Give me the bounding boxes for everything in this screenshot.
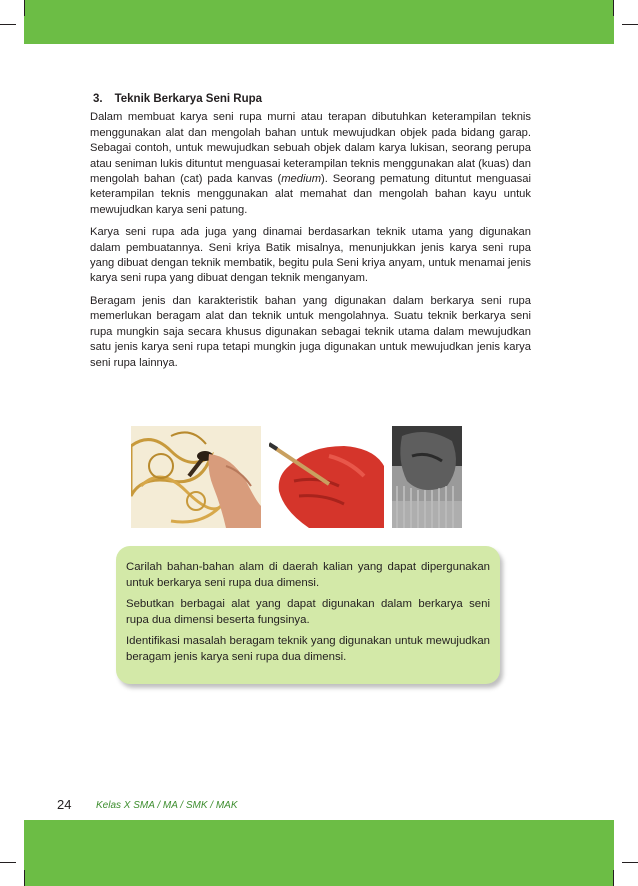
header-band [24, 0, 614, 44]
section-heading [93, 92, 531, 107]
task-1: Carilah bahan-bahan alam di daerah kalian yang dapat dipergunakan untuk berkarya seni rupa dua dimensi. [126, 561, 490, 589]
section-number: 3. [93, 93, 103, 105]
batik-canting-photo [131, 426, 261, 528]
main-content [90, 92, 531, 378]
footer-band [24, 820, 614, 886]
crop-mark [24, 0, 25, 16]
photo-strip [131, 426, 462, 528]
crop-mark [0, 24, 16, 25]
pencil-drawing-hand-photo [269, 426, 384, 528]
paragraph-1-italic: medium [281, 173, 322, 186]
activity-box [116, 546, 500, 684]
task-3: Identifikasi masalah beragam teknik yang digunakan untuk mewujudkan beragam jenis karya seni rupa dua dimensi. [126, 635, 490, 663]
crop-mark [622, 862, 638, 863]
crop-mark [613, 870, 614, 886]
task-2: Sebutkan berbagai alat yang dapat digunakan dalam berkarya seni rupa dua dimensi beserta fungsinya. [126, 598, 490, 626]
paragraph-1-text: Dalam membuat karya seni rupa murni atau terapan dibutuhkan keterampilan teknis menggunakan alat dan mengolah bahan untuk mewujudkan objek pada bidang garap. Sebagai contoh, untuk mewujudkan sebuah objek dalam karya lukisan, seorang perupa atau seniman lukis dituntut menguasai keterampilan teknis menggunakan alat (kuas) dan mengolah bahan (cat) pada kanvas ( [90, 111, 531, 186]
book-title: Kelas X SMA / MA / SMK / MAK [96, 800, 238, 811]
weaving-hands-photo [392, 426, 462, 528]
page-number: 24 [57, 797, 72, 812]
paragraph-3: Beragam jenis dan karakteristik bahan yang digunakan dalam berkarya seni rupa memerlukan beragam alat dan teknik untuk mengolahnya. Suatu teknik berkarya seni rupa mungkin saja secara khusus digunakan sebagai teknik utama dalam mewujudkan satu jenis karya seni rupa tetapi mungkin juga digunakan untuk mewujudkan jenis karya seni rupa lainnya. [90, 294, 531, 369]
paragraph-2: Karya seni rupa ada juga yang dinamai berdasarkan teknik utama yang digunakan dalam pembuatannya. Seni kriya Batik misalnya, menunjukkan jenis karya seni rupa yang dibuat dengan teknik membatik, begitu pula Seni kriya anyam, untuk menamai jenis karya seni rupa yang dibuat dengan teknik menganyam. [90, 226, 531, 285]
paragraph-1-text-end: ). Seorang pematung dituntut menguasai keterampilan teknis menggunakan alat memahat dan mengolah bahan kayu untuk mewujudkan karya seni patung. [90, 173, 531, 216]
section-title: Teknik Berkarya Seni Rupa [114, 93, 263, 105]
crop-mark [622, 24, 638, 25]
crop-mark [24, 870, 25, 886]
crop-mark [0, 862, 16, 863]
crop-mark [613, 0, 614, 16]
paragraph-1 [90, 110, 531, 218]
